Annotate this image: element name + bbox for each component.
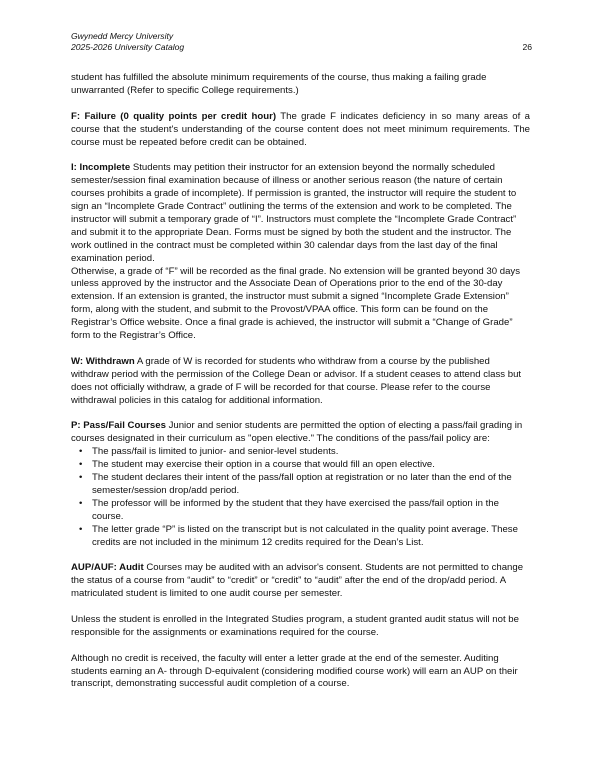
- failure-text: The grade F indicates deficiency in so many areas of a course that the student's understanding of the course content does not meet minimum requirements. The course must be repeated before credit can be obtained.: [71, 110, 530, 148]
- bullet-icon: •: [79, 523, 83, 535]
- bullet-icon: •: [79, 459, 83, 471]
- list-item: • The professor will be informed by the student that they have exercised the pass/fail option in the course.: [79, 497, 499, 522]
- incomplete-section: [71, 162, 530, 265]
- bullet-icon: •: [79, 472, 83, 484]
- page-number: 26: [522, 42, 532, 52]
- list-item: • The letter grade “P” is listed on the transcript but is not calculated in the quality point average. These credits are not included in the minimum 12 credits required for the Dean’s List.: [79, 523, 518, 548]
- intro-paragraph: student has fulfilled the absolute minimum requirements of the course, thus making a failing grade unwarranted (Refer to specific College requirements.): [71, 72, 487, 96]
- institution-name: Gwynedd Mercy University: [71, 31, 174, 41]
- list-item: • The pass/fail is limited to junior- and senior-level students.: [79, 446, 339, 458]
- passfail-text: Junior and senior students are permitted the option of electing a pass/fail grading in courses designated in their curriculum as "open elective." The conditions of the pass/fail policy are:: [71, 420, 523, 445]
- passfail-section: [71, 420, 530, 446]
- page-content: [71, 72, 530, 691]
- bullet-icon: •: [79, 497, 83, 509]
- incomplete-heading: I: Incomplete: [71, 162, 131, 174]
- withdrawn-text: A grade of W is recorded for students who withdraw from a course by the published withdraw period with the permission of the College Dean or advisor. If a student ceases to attend class but does not officially withdraw, a grade of F will be recorded for that course. Please refer to the course withdrawal policies in this catalog for additional information.: [71, 355, 522, 406]
- incomplete-text: Students may petition their instructor for an extension beyond the normally scheduled semester/session final examination because of illness or another serious reason (the nature of certain courses prohibits a grade of incomplete). If permission is granted, the instructor will require the student to sign an “Incomplete Grade Contract” outlining the terms of the extension and work to be completed. The instructor will submit a temporary grade of “I”. Instructors must complete the “Incomplete Grade Contract” and submit it to the appropriate Dean. Forms must be signed by both the student and the instructor. The work outlined in the contract must be completed within 30 calendar days from the last day of the final examination period.: [71, 162, 517, 264]
- catalog-title: 2025-2026 University Catalog: [71, 42, 185, 52]
- failure-section: [71, 111, 530, 150]
- withdrawn-section: [71, 356, 530, 408]
- incomplete-extension-paragraph: Otherwise, a grade of “F” will be recorded as the final grade. No extension will be granted beyond 30 days unless approved by the instructor and the Associate Dean of Operations prior to the end of the 30-day extension. If an extension is granted, the instructor must submit a signed “Incomplete Grade Extension” form, along with the student, and submit to the Provost/VPAA office. This form can be found on the Registrar’s Office website. Once a final grade is achieved, the instructor will submit a “Change of Grade” form to the Registrar’s Office.: [71, 265, 521, 342]
- audit-integrated-studies-paragraph: Unless the student is enrolled in the Integrated Studies program, a student granted audit status will not be responsible for the assignments or examinations required for the course.: [71, 613, 519, 638]
- audit-text: Courses may be audited with an advisor's consent. Students are not permitted to change the status of a course from “audit” to “credit” or “credit” to “audit” after the end of the drop/add period. A matriculated student is limited to one audit course per semester.: [71, 562, 524, 600]
- passfail-heading: P: Pass/Fail Courses: [71, 420, 166, 432]
- list-item: • The student may exercise their option in a course that would fill an open elective.: [79, 459, 435, 471]
- withdrawn-heading: W: Withdrawn: [71, 355, 135, 367]
- bullet-icon: •: [79, 446, 83, 458]
- audit-section: [71, 562, 530, 601]
- audit-heading: AUP/AUF: Audit: [71, 562, 144, 574]
- audit-grading-paragraph: Although no credit is received, the faculty will enter a letter grade at the end of the semester. Auditing students earning an A- through D-equivalent (considering modified course work) will earn an AUP on their transcript, demonstrating successful audit completion of a course.: [71, 652, 518, 690]
- list-item: • The student declares their intent of the pass/fall option at registration or no later than the end of the semester/session drop/add period.: [79, 472, 512, 496]
- page-header: [71, 31, 530, 59]
- failure-heading: F: Failure (0 quality points per credit hour): [71, 110, 277, 122]
- passfail-conditions-list: [71, 446, 530, 549]
